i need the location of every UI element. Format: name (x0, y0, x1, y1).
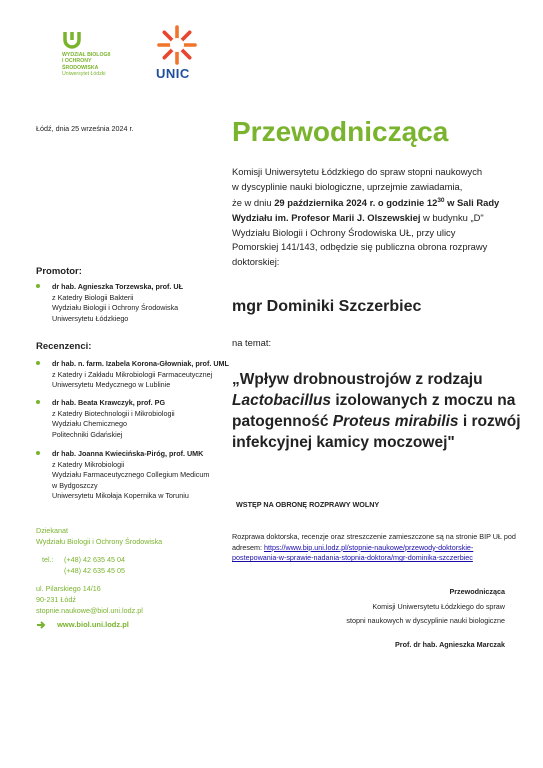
reviewer-item-2 (36, 398, 236, 440)
website-link[interactable]: www.biol.uni.lodz.pl (57, 620, 129, 629)
thesis-line-2 (232, 390, 532, 411)
thesis-line-1: „Wpływ drobnoustrojów z rodzaju (232, 371, 483, 388)
intro-line-1: Komisji Uniwersytetu Łódzkiego do spraw stopni naukowych (232, 166, 483, 177)
bip-link-2[interactable]: postepowania-w-sprawie-nadania-stopnia-doktora/mgr-dominika-szczerbiec (232, 553, 473, 563)
intro-line-7: doktorskiej: (232, 255, 280, 267)
signature-block (300, 587, 505, 650)
defense-room: Wydziału im. Profesor Marii J. Olszewskiej (232, 211, 421, 223)
contact-block (36, 526, 162, 616)
email[interactable]: stopnie.naukowe@biol.uni.lodz.pl (36, 605, 143, 615)
candidate-name: mgr Dominiki Szczerbiec (232, 298, 422, 315)
reviewer-line: z Katedry Biotechnologii i Mikrobiologii (52, 408, 175, 418)
promotor-line-3: Uniwersytetu Łódzkiego (52, 313, 129, 323)
reviewer-line: Uniwersytetu Medycznego w Lublinie (52, 380, 171, 390)
reviewer-line: z Katedry i Zakładu Mikrobiologii Farmaceutycznej (52, 369, 213, 379)
thesis-title (232, 369, 532, 453)
reviewers-label: Recenzenci: (36, 341, 92, 352)
promotor-name: dr hab. Agnieszka Torzewska, prof. UŁ (52, 282, 183, 291)
intro-line-3 (232, 194, 532, 211)
signature-line-2: stopni naukowych w dyscyplinie nauki biologiczne (346, 616, 505, 626)
promotor-label: Promotor: (36, 266, 82, 277)
phone-row-1 (36, 555, 162, 566)
reviewer-line: Uniwersytetu Mikołaja Kopernika w Toruniu (52, 491, 189, 501)
signature-title: Przewodnicząca (449, 587, 505, 596)
phone-row-2 (36, 566, 162, 577)
faculty-logo-line-3: ŚRODOWISKA (62, 64, 99, 71)
office-label: Dziekanat (36, 526, 68, 535)
promotor-line-1: z Katedry Biologii Bakterii (52, 292, 134, 302)
intro-line-3-post: w Sali Rady (444, 197, 500, 209)
thesis-line-3-post: i rozwój (458, 413, 521, 430)
reviewer-line: w Bydgoszczy (52, 480, 98, 490)
intro-line-6: Pomorskiej 141/143, odbędzie się publiczna obrona rozprawy (232, 241, 488, 253)
on-topic-label: na temat: (232, 337, 272, 348)
reviewer-name: dr hab. Joanna Kwiecińska-Piróg, prof. UMK (52, 449, 204, 458)
reviewer-item-1 (36, 359, 236, 391)
thesis-line-2-rest: izolowanych z moczu na (331, 392, 516, 409)
faculty-logo-line-2: I OCHRONY (62, 58, 92, 65)
defense-time-minutes: 30 (437, 197, 445, 205)
bip-info (232, 532, 532, 564)
thesis-genus: Lactobacillus (232, 392, 332, 409)
promotor-item (36, 282, 236, 324)
intro-line-5: Wydziału Biologii i Ochrony Środowiska UŁ, przy ulicy (232, 226, 456, 238)
unic-logo (154, 24, 202, 84)
unic-logo-text: UNIC (156, 66, 190, 81)
thesis-species: Proteus mirabilis (332, 413, 459, 430)
faculty-logo (62, 30, 132, 85)
intro-line-3-pre: że w dniu (232, 197, 275, 209)
thesis-line-3 (232, 411, 532, 432)
bullet-icon (36, 451, 40, 455)
tel-label: tel.: (42, 555, 54, 565)
intro-line-4 (232, 211, 532, 226)
signature-line-1: Komisji Uniwersytetu Łódzkiego do spraw (372, 601, 505, 611)
bullet-icon (36, 284, 40, 288)
website-row[interactable] (36, 620, 129, 630)
office-name: Wydziału Biologii i Ochrony Środowiska (36, 536, 163, 546)
reviewer-line: Wydziału Chemicznego (52, 419, 128, 429)
arrow-right-icon (36, 620, 46, 630)
bip-text: Rozprawa doktorska, recenzje oraz streszczenie zamieszczone są na stronie BIP UŁ pod adresem: (232, 532, 516, 552)
phone-1: (+48) 42 635 45 04 (64, 555, 125, 565)
thesis-line-4: infekcyjnej kamicy moczowej" (232, 434, 455, 451)
promotor-line-2: Wydziału Biologii i Ochrony Środowiska (52, 303, 179, 313)
faculty-logo-line-1: WYDZIAŁ BIOLOGII (62, 52, 111, 58)
thesis-line-3-pre: patogenność (232, 413, 333, 430)
reviewer-name: dr hab. n. farm. Izabela Korona-Głowniak, prof. UML (52, 359, 229, 368)
reviewer-line: z Katedry Mikrobiologii (52, 459, 125, 469)
reviewer-line: Wydziału Farmaceutycznego Collegium Medicum (52, 470, 210, 480)
page-title: Przewodnicząca (232, 116, 449, 147)
reviewer-item-3 (36, 449, 236, 502)
phone-2: (+48) 42 635 45 05 (64, 565, 125, 575)
address-line-1: ul. Pilarskiego 14/16 (36, 584, 101, 594)
reviewer-line: Politechniki Gdańskiej (52, 429, 123, 439)
intro-paragraph (232, 165, 532, 269)
signature-name: Prof. dr hab. Agnieszka Marczak (395, 639, 505, 649)
faculty-logo-line-4: Uniwersytet Łódzki (62, 70, 106, 77)
intro-line-2: w dyscyplinie nauki biologiczne, uprzejmie zawiadamia, (232, 180, 463, 192)
reviewer-name: dr hab. Beata Krawczyk, prof. PG (52, 398, 166, 407)
free-entry-notice: WSTĘP NA OBRONĘ ROZPRAWY WOLNY (236, 500, 380, 509)
date-line: Łódź, dnia 25 września 2024 r. (36, 124, 134, 133)
address-line-2: 90-231 Łódź (36, 594, 76, 604)
bullet-icon (36, 361, 40, 365)
faculty-logo-icon (62, 30, 82, 50)
unic-logo-icon (156, 24, 198, 66)
intro-line-4-post: w budynku „D" (420, 211, 484, 223)
bullet-icon (36, 400, 40, 404)
bip-link-1[interactable]: https://www.bip.uni.lodz.pl/stopnie-naukowe/przewody-doktorskie- (263, 542, 474, 552)
defense-date: 29 października 2024 r. o godzinie 12 (274, 197, 438, 209)
